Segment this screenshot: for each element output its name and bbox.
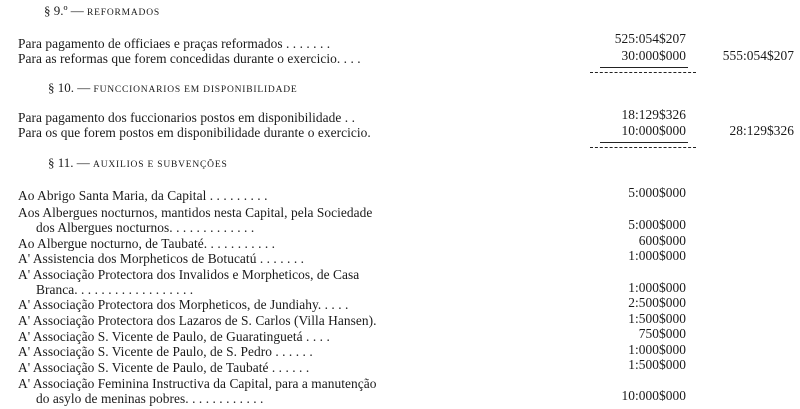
section-title: AUXILIOS E SUBVENÇÕES: [93, 160, 228, 170]
sum-rule: [590, 147, 696, 148]
line-item-amount: 1:500$000: [628, 311, 686, 326]
line-item-description: Para pagamento dos fuccionarios postos em disponibilidade . .: [18, 110, 356, 125]
line-item-amount: 1:000$000: [628, 280, 686, 295]
section-total: 28:129$326: [729, 123, 794, 138]
line-item-amount: 30:000$000: [621, 48, 686, 63]
section-heading: [48, 80, 298, 98]
section-heading: [48, 155, 228, 173]
line-item-amount: 600$000: [638, 233, 686, 248]
line-item-amount: 10:000$000: [621, 388, 686, 403]
line-item-description: A' Associação S. Vicente de Paulo, de S. Pedro . . . . . .: [18, 344, 313, 359]
line-item-amount: 2:500$000: [628, 295, 686, 310]
sum-rule: [590, 72, 696, 73]
line-item-amount: 525:054$207: [614, 31, 686, 46]
line-item-amount: 1:000$000: [628, 342, 686, 357]
line-item-description: A' Associação Feminina Instructiva da Capital, para a manutenção: [18, 376, 377, 391]
line-item-description: A' Associação S. Vicente de Paulo, de Taubaté . . . . . .: [18, 360, 310, 375]
line-item-amount: 1:000$000: [628, 248, 686, 263]
sum-rule: [600, 142, 688, 143]
line-item-description: Branca. . . . . . . . . . . . . . . . . .: [36, 282, 194, 297]
section-total: 555:054$207: [722, 48, 794, 63]
line-item-amount: 750$000: [638, 326, 686, 341]
section-heading: [44, 3, 160, 21]
line-item-description: A' Associação Protectora dos Morpheticos, de Jundiahy. . . . .: [18, 297, 349, 312]
line-item-description: Para os que forem postos em disponibilidade durante o exercicio.: [18, 125, 371, 140]
line-item-description: do asylo de meninas pobres. . . . . . . . . . . .: [36, 391, 264, 406]
section-number: § 11. —: [48, 155, 90, 170]
line-item-description: A' Associação Protectora dos Lazaros de S. Carlos (Villa Hansen).: [18, 313, 377, 328]
line-item-description: Ao Albergue nocturno, de Taubaté. . . . . . . . . . .: [18, 236, 276, 251]
line-item-description: A' Associação Protectora dos Invalidos e Morpheticos, de Casa: [18, 267, 360, 282]
line-item-amount: 18:129$326: [621, 107, 686, 122]
line-item-amount: 10:000$000: [621, 123, 686, 138]
line-item-amount: 5:000$000: [628, 217, 686, 232]
line-item-amount: 5:000$000: [628, 185, 686, 200]
section-title: FUNCCIONARIOS EM DISPONIBILIDADE: [93, 85, 298, 95]
line-item-description: Aos Albergues nocturnos, mantidos nesta Capital, pela Sociedade: [18, 205, 373, 220]
line-item-description: Para as reformas que forem concedidas durante o exercicio. . . .: [18, 51, 361, 66]
section-title: REFORMADOS: [87, 8, 160, 18]
line-item-amount: 1:500$000: [628, 357, 686, 372]
line-item-description: A' Assistencia dos Morpheticos de Botucatú . . . . . . .: [18, 251, 305, 266]
line-item-description: dos Albergues nocturnos. . . . . . . . . . . . .: [36, 220, 255, 235]
line-item-description: A' Associação S. Vicente de Paulo, de Guaratinguetá . . . .: [18, 329, 330, 344]
line-item-description: Ao Abrigo Santa Maria, da Capital . . . . . . . . .: [18, 188, 268, 203]
line-item-description: Para pagamento de officiaes e praças reformados . . . . . . .: [18, 36, 331, 51]
section-number: § 9.º —: [44, 3, 84, 18]
sum-rule: [600, 67, 688, 68]
section-number: § 10. —: [48, 80, 91, 95]
